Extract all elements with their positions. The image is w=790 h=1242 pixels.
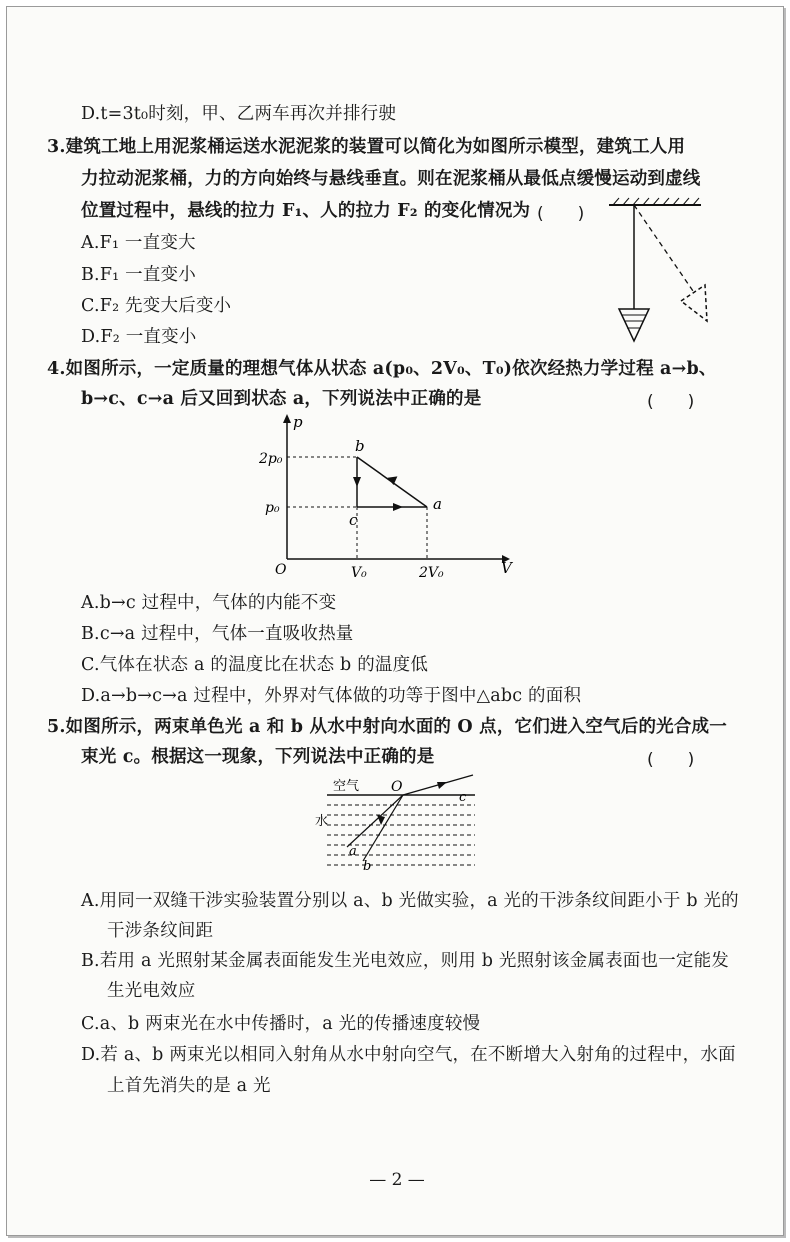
- pv-diagram: [257, 411, 517, 586]
- exam-page: [6, 6, 784, 1236]
- q4-stem-line2: b→c、c→a 后又回到状态 a，下列说法中正确的是: [81, 389, 482, 409]
- air-label: 空气: [333, 779, 360, 794]
- p-axis-arrow: [283, 414, 291, 423]
- water-label: 水: [315, 814, 329, 829]
- arrow-c-a: [393, 503, 403, 511]
- bucket-figure: [601, 197, 721, 347]
- q5-option-a-line2: 干涉条纹间距: [107, 921, 214, 941]
- q5-stem-line2: 束光 c。根据这一现象，下列说法中正确的是: [81, 747, 435, 767]
- dashed-rope: [634, 205, 693, 291]
- q3-option-d: D.F₂ 一直变小: [81, 327, 197, 347]
- q5-option-d-line1: D.若 a、b 两束光以相同入射角从水中射向空气，在不断增大入射角的过程中，水面: [81, 1045, 736, 1065]
- q4-option-a: A.b→c 过程中，气体的内能不变: [81, 593, 337, 613]
- ray-c-arrow: [437, 782, 447, 789]
- q4-stem-line1: 4.如图所示，一定质量的理想气体从状态 a(p₀、2V₀、T₀)依次经热力学过程 a→b、: [47, 359, 717, 379]
- q3-answer-paren: ( ): [537, 204, 585, 224]
- point-o-label: O: [391, 779, 403, 795]
- tick-v0: V₀: [351, 565, 367, 581]
- arrow-a-b: [387, 476, 398, 485]
- tick-2v0: 2V₀: [419, 565, 444, 581]
- q4-option-d: D.a→b→c→a 过程中，外界对气体做的功等于图中△abc 的面积: [81, 686, 582, 706]
- q5-option-d-line2: 上首先消失的是 a 光: [107, 1076, 271, 1096]
- q3-option-c: C.F₂ 先变大后变小: [81, 296, 232, 316]
- ceiling-hatch: [613, 198, 699, 205]
- arrow-b-c: [353, 477, 361, 487]
- q5-option-b-line2: 生光电效应: [107, 981, 196, 1001]
- page-number: — 2 —: [369, 1170, 425, 1190]
- q4-option-b: B.c→a 过程中，气体一直吸收热量: [81, 624, 354, 644]
- q3-stem-line3: 位置过程中，悬线的拉力 F₁、人的拉力 F₂ 的变化情况为: [81, 201, 531, 221]
- v-axis-label: V: [501, 559, 512, 577]
- q2-option-d: D.t=3t₀时刻，甲、乙两车再次并排行驶: [81, 104, 397, 124]
- q4-option-c: C.气体在状态 a 的温度比在状态 b 的温度低: [81, 655, 429, 675]
- q5-option-b-line1: B.若用 a 光照射某金属表面能发生光电效应，则用 b 光照射该金属表面也一定能发: [81, 951, 730, 971]
- tick-2p0: 2p₀: [259, 451, 283, 467]
- q3-stem-line1: 3.建筑工地上用泥浆桶运送水泥泥浆的装置可以简化为如图所示模型，建筑工人用: [47, 137, 686, 157]
- bucket-lowest: [619, 309, 649, 341]
- ray-a: [347, 795, 403, 847]
- q4-answer-paren: ( ): [647, 392, 695, 412]
- ray-c-label: c: [459, 790, 467, 805]
- q5-answer-paren: ( ): [647, 750, 695, 770]
- refraction-figure: [305, 773, 485, 873]
- p-axis-label: p: [293, 413, 303, 431]
- ray-a-label: a: [349, 844, 357, 859]
- ray-b-label: b: [363, 859, 372, 873]
- bucket-dashed: [681, 285, 707, 321]
- q3-option-a: A.F₁ 一直变大: [81, 233, 196, 253]
- q5-stem-line1: 5.如图所示，两束单色光 a 和 b 从水中射向水面的 O 点，它们进入空气后的光合成一: [47, 717, 727, 737]
- q5-option-c: C.a、b 两束光在水中传播时，a 光的传播速度较慢: [81, 1014, 481, 1034]
- point-b: b: [355, 437, 365, 455]
- q5-option-a-line1: A.用同一双缝干涉实验装置分别以 a、b 光做实验，a 光的干涉条纹间距小于 b 光的: [81, 891, 739, 911]
- tick-p0: p₀: [265, 500, 280, 516]
- q3-option-b: B.F₁ 一直变小: [81, 265, 196, 285]
- point-c: c: [349, 511, 358, 529]
- q3-stem-line2: 力拉动泥浆桶，力的方向始终与悬线垂直。则在泥浆桶从最低点缓慢运动到虚线: [81, 169, 701, 189]
- point-a: a: [433, 495, 442, 513]
- ray-arrow: [377, 815, 385, 825]
- origin-label: O: [275, 562, 287, 578]
